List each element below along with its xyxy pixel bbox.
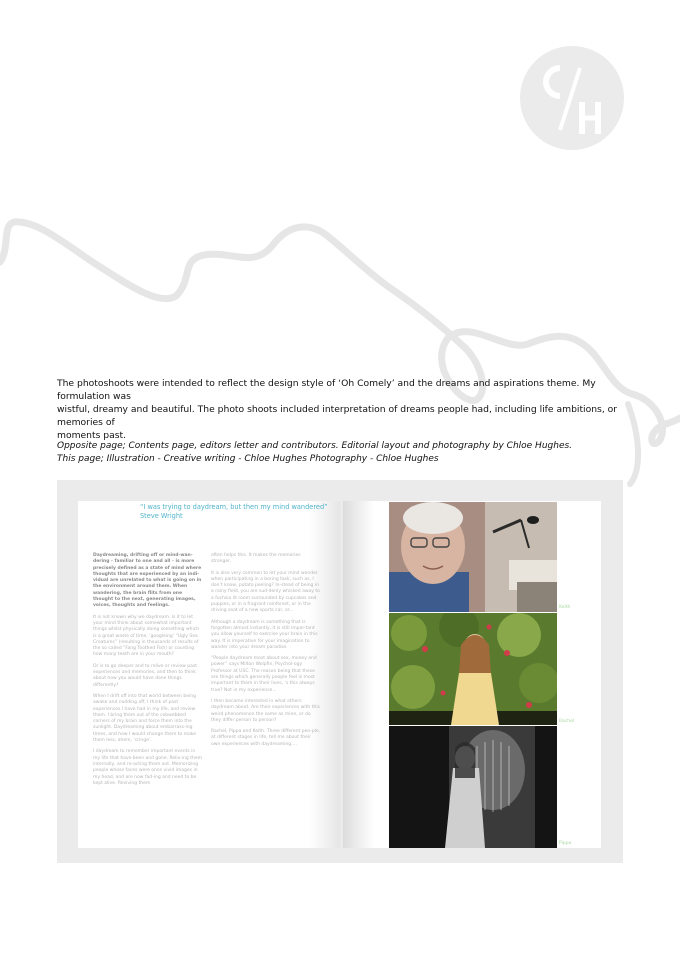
pull-quote-author: Steve Wright <box>140 511 183 520</box>
article-paragraph: It is also very common to let your mind wonder when participating in a boring task, such as, I don’t know, potato peeling? In-stead of being in a rainy field, you are sud-denly whisked away to a fuchsia lit room surrounded by cupcakes and puppies, or in a fragrant rainforest, or in the driving seat of a new sports car, or... <box>211 570 320 614</box>
spread-left-page <box>78 501 340 848</box>
pull-quote <box>140 503 336 520</box>
caption-photo-2: Rachel <box>559 719 575 724</box>
caption-photo-3: Pippa <box>559 841 572 846</box>
caption-photo-1: Keith <box>559 605 571 610</box>
article-paragraph: Although a daydream is something that is forgotten almost instantly, it is still impor-tant you allow yourself to exercise your brain in this way. It is imperative for your imagination to wander into your dream paradise. <box>211 619 318 650</box>
article-paragraph: I then became interested in what others daydream about. Are their experiences with this weird phenomenon the same as mine, or do they differ person to person? <box>211 698 320 723</box>
article-paragraph: I daydream to remember important events in my life that have been and gone. Reliv-ing them internally, and re-acting them out. Memorizing people whose faces were once vivid images in my head, and are now fad-ing and need to be kept alive. Reviving them <box>93 749 202 786</box>
spread-right-page <box>343 501 601 848</box>
description-paragraph <box>57 377 627 442</box>
pull-quote-text: “I was trying to daydream, but then my mind wandered” <box>140 503 328 511</box>
photo-keith <box>389 502 557 612</box>
article-column-1 <box>93 553 203 792</box>
article-paragraph: Daydreaming, drifting off or mind-wan-dering - familiar to one and all - is more precisely defined as a state of mind where thoughts that are experienced by an indi-vidual are unrelated to what is going on in the environment around them. When wandering, the brain flits from one thought to the next, generating images, voices, thoughts and feelings. <box>93 553 202 609</box>
description-line: wistful, dreamy and beautiful. The photo shoots included interpretation of dreams people had, including life ambitions, or memories of <box>57 404 618 428</box>
credits-line-this-page: This page; Illustration - Creative writing - Chloe Hughes Photography - Chloe Hughes <box>57 453 439 464</box>
article-column-2 <box>211 553 321 753</box>
credits-line-opposite-page: Opposite page; Contents page, editors letter and contributors. Editorial layout and photography by Chloe Hughes. <box>57 441 573 451</box>
credits <box>57 440 637 465</box>
description-line: The photoshoots were intended to reflect the design style of ‘Oh Comely’ and the dreams and aspirations theme. My formulation was <box>57 378 596 402</box>
article-paragraph: often helps this. It makes the memories stronger. <box>211 553 301 565</box>
article-paragraph: Or is to go deeper and to relive or review past experiences and memories, and then to think about how you would have done things differently? <box>93 663 197 688</box>
article-paragraph: “People daydream most about sex, money and power” says Milton Wolpfin, Psychol-ogy Professor at USC. The reason being that these are things which generally people feel is most important to them in their lives, ‘s this always true? Not in my experience... <box>211 656 317 693</box>
description-line: moments past. <box>57 430 127 441</box>
photo-rachel <box>389 613 557 725</box>
article-paragraph: Rachel, Pippa and Keith. Three different peo-ple, at different stages in life, tell me about their own experiences with daydreaming.... <box>211 729 321 747</box>
article-paragraph: It is not known why we daydream. Is it to let your mind think about somewhat important things whilst physically doing something which is a great waste of time, ‘googleing’ “Ugly Sea Creatures” (resulting in thousands of results of the so called “Fang Toothed Fish) or counting how many teeth are in your mouth? <box>93 614 200 658</box>
ch-logo <box>520 46 624 150</box>
article-paragraph: When I drift off into that world between being awake and nodding off, I think of past experiences I have had in my life, and review them. I bring them out of the cobwebbed corners of my brain and force them into the sunlight. Daydreaming about embarrass-ing times, and how I would change them to make them less, ahem, ‘cringe’. <box>93 693 197 744</box>
ch-logo-mark <box>520 46 624 150</box>
photo-pippa <box>389 726 557 848</box>
